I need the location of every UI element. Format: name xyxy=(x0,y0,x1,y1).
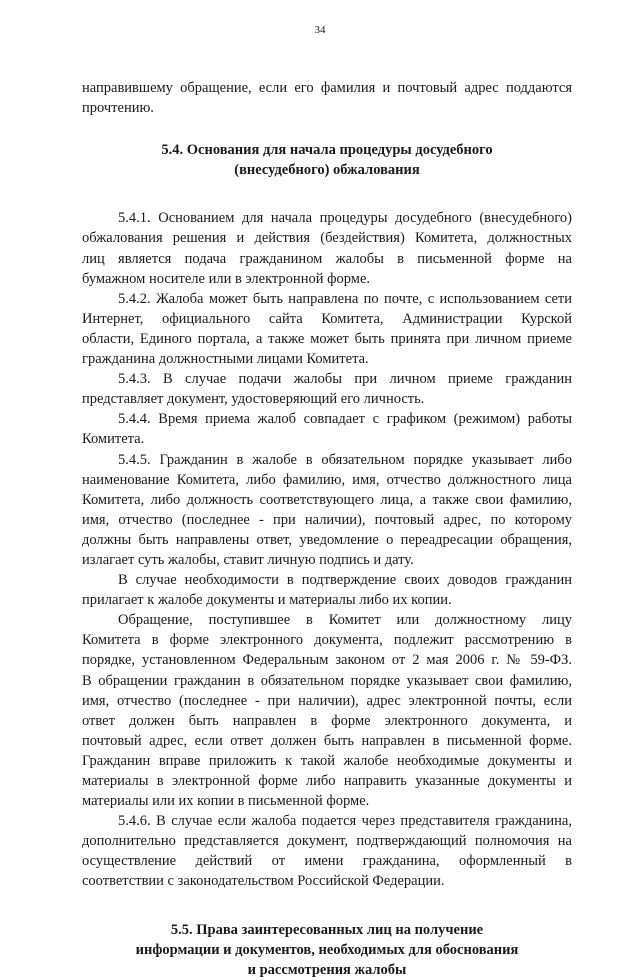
paragraph-5-4-2: 5.4.2. Жалоба может быть направлена по почте, с использованием сети xyxy=(118,290,572,307)
body-line: соответствии с законодательством Российской Федерации. xyxy=(82,873,445,890)
body-line: излагает суть жалобы, ставит личную подпись и дату. xyxy=(82,551,414,568)
body-line: прилагает к жалобе документы и материалы либо их копии. xyxy=(82,592,452,609)
body-line: Гражданин вправе приложить к такой жалобе необходимые документы и xyxy=(82,752,572,769)
body-line: дополнительно представляется документ, подтверждающий полномочия на xyxy=(82,833,572,850)
body-line: представляет документ, удостоверяющий его личность. xyxy=(82,391,425,408)
body-line: лиц является подача гражданином жалобы в письменной форме на xyxy=(82,250,572,267)
body-line: Интернет, официального сайта Комитета, Администрации Курской xyxy=(82,310,572,327)
body-line: должны быть направлены ответ, уведомление о переадресации обращения, xyxy=(82,531,572,548)
body-line: обжалования решения и действия (бездействия) Комитета, должностных xyxy=(82,230,572,247)
paragraph-attachments: В случае необходимости в подтверждение своих доводов гражданин xyxy=(118,572,572,589)
body-line: наименование Комитета, либо фамилию, имя, отчество должностного лица xyxy=(82,471,572,488)
body-line: области, Единого портала, а также может быть принята при личном приеме xyxy=(82,330,572,347)
body-line: В обращении гражданин в обязательном порядке указывает свои фамилию, xyxy=(82,672,572,689)
section-heading-5-4: 5.4. Основания для начала процедуры досудебного xyxy=(161,142,493,159)
body-line: имя, отчество (последнее - при наличии), адрес электронной почты, если xyxy=(82,692,572,709)
body-line: Комитета в форме электронного документа, подлежит рассмотрению в xyxy=(82,632,572,649)
body-line: почтовый адрес, если ответ должен быть направлен в письменной форме. xyxy=(82,732,572,749)
body-line: порядке, установленном Федеральным законом от 2 мая 2006 г. № 59-ФЗ. xyxy=(82,652,572,669)
body-line: Комитета. xyxy=(82,431,145,448)
document-body xyxy=(82,78,572,980)
body-line: прочтению. xyxy=(82,100,154,117)
paragraph-5-4-1: 5.4.1. Основанием для начала процедуры досудебного (внесудебного) xyxy=(118,210,572,227)
body-line: материалы в электронной форме либо направить указанные документы и xyxy=(82,773,572,789)
paragraph-5-4-4: 5.4.4. Время приема жалоб совпадает с графиком (режимом) работы xyxy=(118,411,572,428)
body-line: Комитета, либо должность соответствующего лица, а также свои фамилию, xyxy=(82,491,572,508)
body-line: ответ должен быть направлен в форме электронного документа, и xyxy=(82,712,572,729)
body-line: осуществление действий от имени гражданина, оформленный в xyxy=(82,853,572,870)
paragraph-5-4-6: 5.4.6. В случае если жалоба подается через представителя гражданина, xyxy=(118,813,572,830)
paragraph-5-4-3: 5.4.3. В случае подачи жалобы при личном приеме гражданин xyxy=(118,371,572,388)
paragraph-electronic-appeal: Обращение, поступившее в Комитет или должностному лицу xyxy=(118,612,572,629)
body-line: материалы или их копии в письменной форме. xyxy=(82,793,370,810)
body-line: имя, отчество (последнее - при наличии), почтовый адрес, по которому xyxy=(82,511,572,528)
body-line: бумажном носителе или в электронной форме. xyxy=(82,270,371,287)
section-heading-5-5-cont: и рассмотрения жалобы xyxy=(247,961,407,978)
section-heading-5-5-cont: информации и документов, необходимых для обоснования xyxy=(135,941,519,958)
body-line: гражданина должностными лицами Комитета. xyxy=(82,351,369,368)
body-line: направившему обращение, если его фамилия и почтовый адрес поддаются xyxy=(82,80,572,96)
paragraph-5-4-5: 5.4.5. Гражданин в жалобе в обязательном порядке указывает либо xyxy=(118,451,572,468)
page-number: 34 xyxy=(314,24,326,36)
section-heading-5-4-cont: (внесудебного) обжалования xyxy=(234,162,420,179)
section-heading-5-5: 5.5. Права заинтересованных лиц на получение xyxy=(170,921,484,938)
